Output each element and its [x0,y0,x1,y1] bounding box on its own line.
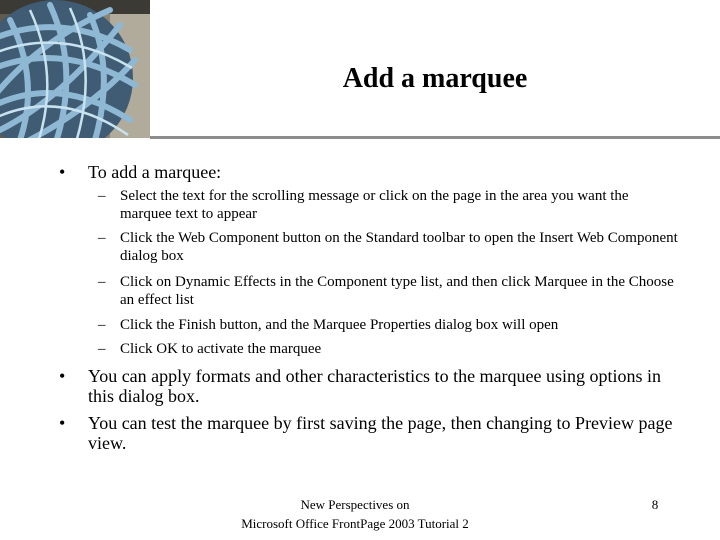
sub-item-text: Select the text for the scrolling message or click on the page in the area you want the marquee text to appear [120,188,629,222]
sphere-sculpture-graphic [0,0,150,138]
page-number: 8 [651,497,659,512]
bullet-symbol: • [59,162,66,182]
slide-footer [210,495,500,533]
bullet-text: You can apply formats and other characteristics to the marquee using options in this dialog box. [88,366,662,406]
bullet-item [59,366,688,406]
dash-symbol: – [98,341,106,357]
sub-item [98,340,680,358]
sub-item [98,273,680,309]
sub-item-text: Click OK to activate the marquee [120,341,322,357]
bullet-item [59,413,688,453]
sub-item [98,187,680,223]
bullet-text: To add a marquee: [88,162,222,182]
slide-title: Add a marquee [342,63,528,94]
title-divider [150,136,720,139]
dash-symbol: – [98,274,106,290]
bullet-text: You can test the marquee by first saving the page, then changing to Preview page view. [88,413,673,453]
bullet-symbol: • [59,413,66,433]
footer-line-1: New Perspectives on [300,497,410,512]
footer-line-2: Microsoft Office FrontPage 2003 Tutorial 2 [241,516,469,531]
dash-symbol: – [98,188,106,204]
sub-item [98,229,680,265]
dash-symbol: – [98,317,106,333]
sub-item [98,316,680,334]
dash-symbol: – [98,230,106,246]
bullet-symbol: • [59,366,66,386]
sub-item-text: Click the Finish button, and the Marquee Properties dialog box will open [120,317,559,333]
sub-item-text: Click the Web Component button on the Standard toolbar to open the Insert Web Component dialog box [120,230,678,264]
sub-item-text: Click on Dynamic Effects in the Component type list, and then click Marquee in the Choose an effect list [120,274,674,308]
bullet-item [59,162,688,182]
corner-sphere-image [0,0,150,138]
